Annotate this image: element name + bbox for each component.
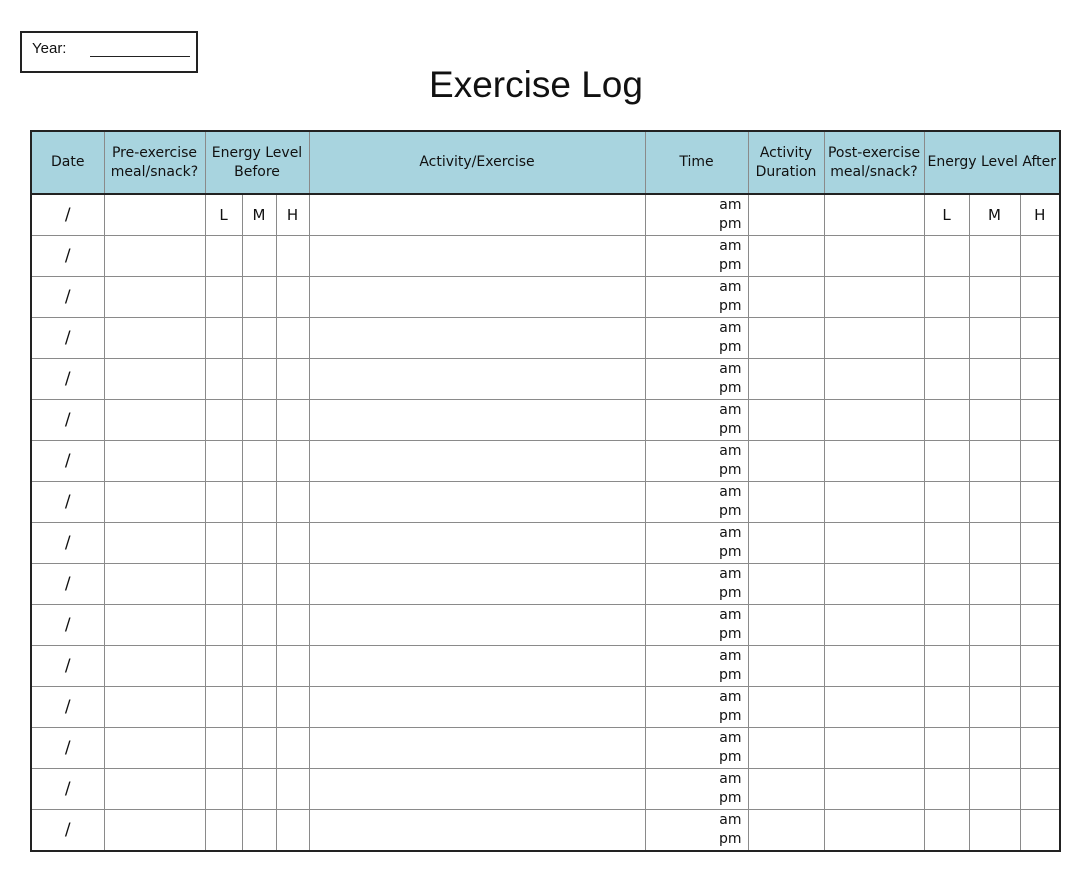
energy-before-m-cell[interactable] [242,728,276,769]
log-row [31,523,1060,564]
energy-before-l-cell[interactable] [205,646,242,687]
exercise-log-table [30,130,1061,852]
energy-before-m-cell[interactable] [242,810,276,852]
energy-before-h-cell[interactable] [276,564,309,605]
date-cell[interactable]: / [31,236,104,277]
post-meal-cell[interactable] [824,359,924,400]
energy-before-l-cell[interactable] [205,359,242,400]
energy-before-l-cell[interactable] [205,482,242,523]
post-meal-cell[interactable] [824,482,924,523]
activity-cell[interactable] [309,277,645,318]
energy-after-m-cell[interactable] [969,400,1020,441]
log-body [31,194,1060,851]
post-meal-cell[interactable] [824,728,924,769]
pre-meal-cell[interactable] [104,523,205,564]
duration-cell[interactable] [748,523,824,564]
post-meal-cell[interactable] [824,564,924,605]
time-pm-label: pm [718,462,742,478]
time-pm-label: pm [718,216,742,232]
time-cell[interactable] [645,728,748,769]
activity-cell[interactable] [309,400,645,441]
activity-cell[interactable] [309,318,645,359]
duration-cell[interactable] [748,564,824,605]
energy-after-l-cell[interactable] [924,769,969,810]
duration-cell[interactable] [748,400,824,441]
energy-before-l-cell[interactable] [205,605,242,646]
energy-after-h-cell[interactable] [1020,359,1060,400]
energy-before-m-cell[interactable] [242,605,276,646]
time-cell[interactable] [645,523,748,564]
time-pm-label: pm [718,380,742,396]
time-am-label: am [719,812,742,828]
energy-before-h-cell[interactable] [276,523,309,564]
time-pm-label: pm [718,708,742,724]
energy-after-h-cell[interactable] [1020,523,1060,564]
energy-before-m-cell[interactable] [242,482,276,523]
energy-before-h-cell[interactable] [276,482,309,523]
energy-before-l-cell[interactable]: L [205,194,242,236]
time-pm-label: pm [718,585,742,601]
energy-after-l-cell[interactable] [924,318,969,359]
energy-after-h-cell[interactable] [1020,564,1060,605]
energy-before-l-cell[interactable] [205,810,242,852]
activity-cell[interactable] [309,728,645,769]
energy-before-m-cell[interactable] [242,523,276,564]
duration-cell[interactable] [748,482,824,523]
post-meal-cell[interactable] [824,194,924,236]
energy-after-l-cell[interactable] [924,646,969,687]
time-am-label: am [719,771,742,787]
duration-cell[interactable] [748,236,824,277]
post-meal-cell[interactable] [824,605,924,646]
time-cell[interactable] [645,441,748,482]
energy-after-m-cell[interactable] [969,646,1020,687]
header-post-meal: Post-exercise meal/snack? [824,131,924,194]
duration-cell[interactable] [748,441,824,482]
date-cell[interactable]: / [31,728,104,769]
time-am-label: am [719,279,742,295]
pre-meal-cell[interactable] [104,400,205,441]
time-am-label: am [719,443,742,459]
energy-after-h-cell[interactable] [1020,400,1060,441]
energy-before-m-cell[interactable] [242,687,276,728]
energy-before-l-cell[interactable] [205,769,242,810]
energy-before-m-cell[interactable] [242,769,276,810]
energy-after-l-cell[interactable] [924,605,969,646]
date-cell[interactable]: / [31,769,104,810]
log-row [31,482,1060,523]
time-am-label: am [719,197,742,213]
duration-cell[interactable] [748,318,824,359]
energy-after-m-cell[interactable] [969,236,1020,277]
energy-before-l-cell[interactable] [205,400,242,441]
date-cell[interactable]: / [31,482,104,523]
date-cell[interactable]: / [31,564,104,605]
energy-before-h-cell[interactable] [276,359,309,400]
duration-cell[interactable] [748,728,824,769]
energy-after-m-cell[interactable] [969,810,1020,852]
energy-after-m-cell[interactable] [969,318,1020,359]
time-cell[interactable] [645,564,748,605]
time-pm-label: pm [718,421,742,437]
energy-after-l-cell[interactable] [924,277,969,318]
energy-after-h-cell[interactable] [1020,728,1060,769]
header-energy-after: Energy Level After [924,131,1060,194]
energy-before-h-cell[interactable] [276,277,309,318]
time-am-label: am [719,525,742,541]
duration-cell[interactable] [748,359,824,400]
energy-before-h-cell[interactable] [276,441,309,482]
time-cell[interactable] [645,236,748,277]
activity-cell[interactable] [309,769,645,810]
energy-before-m-cell[interactable] [242,318,276,359]
activity-cell[interactable] [309,523,645,564]
time-cell[interactable] [645,646,748,687]
time-am-label: am [719,689,742,705]
energy-before-l-cell[interactable] [205,523,242,564]
activity-cell[interactable] [309,810,645,852]
energy-before-m-cell[interactable] [242,441,276,482]
log-row [31,605,1060,646]
pre-meal-cell[interactable] [104,194,205,236]
duration-cell[interactable] [748,687,824,728]
date-cell[interactable]: / [31,441,104,482]
activity-cell[interactable] [309,482,645,523]
activity-cell[interactable] [309,564,645,605]
time-cell[interactable] [645,687,748,728]
pre-meal-cell[interactable] [104,277,205,318]
log-row [31,687,1060,728]
header-activity: Activity/Exercise [309,131,645,194]
time-am-label: am [719,484,742,500]
log-row [31,194,1060,236]
time-am-label: am [719,566,742,582]
duration-cell[interactable] [748,194,824,236]
duration-cell[interactable] [748,769,824,810]
header-row [31,131,1060,194]
energy-after-l-cell[interactable] [924,564,969,605]
energy-after-h-cell[interactable] [1020,318,1060,359]
post-meal-cell[interactable] [824,687,924,728]
energy-before-h-cell[interactable] [276,605,309,646]
date-cell[interactable]: / [31,605,104,646]
energy-after-l-cell[interactable]: L [924,194,969,236]
time-pm-label: pm [718,667,742,683]
duration-cell[interactable] [748,605,824,646]
energy-before-h-cell[interactable]: H [276,194,309,236]
energy-before-m-cell[interactable] [242,400,276,441]
date-cell[interactable]: / [31,646,104,687]
time-pm-label: pm [718,257,742,273]
post-meal-cell[interactable] [824,646,924,687]
activity-cell[interactable] [309,194,645,236]
header-time: Time [645,131,748,194]
energy-after-l-cell[interactable] [924,687,969,728]
post-meal-cell[interactable] [824,277,924,318]
log-row [31,728,1060,769]
energy-before-h-cell[interactable] [276,687,309,728]
post-meal-cell[interactable] [824,441,924,482]
energy-after-h-cell[interactable] [1020,482,1060,523]
energy-after-m-cell[interactable] [969,564,1020,605]
energy-before-m-cell[interactable] [242,359,276,400]
energy-after-h-cell[interactable]: H [1020,194,1060,236]
duration-cell[interactable] [748,277,824,318]
time-am-label: am [719,730,742,746]
pre-meal-cell[interactable] [104,359,205,400]
time-pm-label: pm [718,831,742,847]
log-row [31,400,1060,441]
time-am-label: am [719,320,742,336]
pre-meal-cell[interactable] [104,646,205,687]
time-cell[interactable] [645,359,748,400]
time-pm-label: pm [718,339,742,355]
time-cell[interactable] [645,810,748,852]
energy-before-h-cell[interactable] [276,728,309,769]
time-am-label: am [719,607,742,623]
pre-meal-cell[interactable] [104,441,205,482]
activity-cell[interactable] [309,359,645,400]
energy-after-l-cell[interactable] [924,441,969,482]
energy-before-h-cell[interactable] [276,400,309,441]
activity-cell[interactable] [309,646,645,687]
energy-after-h-cell[interactable] [1020,441,1060,482]
post-meal-cell[interactable] [824,236,924,277]
pre-meal-cell[interactable] [104,236,205,277]
energy-after-l-cell[interactable] [924,728,969,769]
energy-after-l-cell[interactable] [924,482,969,523]
header-pre-meal: Pre-exercise meal/snack? [104,131,205,194]
energy-after-h-cell[interactable] [1020,810,1060,852]
energy-before-m-cell[interactable] [242,277,276,318]
activity-cell[interactable] [309,236,645,277]
energy-after-h-cell[interactable] [1020,769,1060,810]
time-am-label: am [719,361,742,377]
time-cell[interactable] [645,605,748,646]
pre-meal-cell[interactable] [104,605,205,646]
pre-meal-cell[interactable] [104,769,205,810]
post-meal-cell[interactable] [824,400,924,441]
post-meal-cell[interactable] [824,810,924,852]
date-cell[interactable]: / [31,687,104,728]
energy-after-h-cell[interactable] [1020,687,1060,728]
energy-after-l-cell[interactable] [924,236,969,277]
date-cell[interactable]: / [31,810,104,852]
energy-before-l-cell[interactable] [205,441,242,482]
energy-before-m-cell[interactable]: M [242,194,276,236]
energy-before-l-cell[interactable] [205,564,242,605]
time-cell[interactable] [645,400,748,441]
activity-cell[interactable] [309,687,645,728]
energy-after-h-cell[interactable] [1020,646,1060,687]
pre-meal-cell[interactable] [104,564,205,605]
energy-after-m-cell[interactable]: M [969,194,1020,236]
energy-after-l-cell[interactable] [924,400,969,441]
log-row [31,441,1060,482]
date-cell[interactable]: / [31,400,104,441]
log-row [31,564,1060,605]
energy-after-l-cell[interactable] [924,359,969,400]
duration-cell[interactable] [748,810,824,852]
energy-after-m-cell[interactable] [969,687,1020,728]
time-pm-label: pm [718,749,742,765]
energy-after-h-cell[interactable] [1020,236,1060,277]
energy-before-h-cell[interactable] [276,769,309,810]
energy-before-l-cell[interactable] [205,277,242,318]
time-cell[interactable] [645,482,748,523]
time-cell[interactable] [645,318,748,359]
time-pm-label: pm [718,790,742,806]
post-meal-cell[interactable] [824,523,924,564]
header-energy-before: Energy Level Before [205,131,309,194]
date-cell[interactable]: / [31,523,104,564]
duration-cell[interactable] [748,646,824,687]
log-row [31,318,1060,359]
date-cell[interactable]: / [31,318,104,359]
log-row [31,277,1060,318]
energy-before-m-cell[interactable] [242,646,276,687]
energy-after-l-cell[interactable] [924,523,969,564]
pre-meal-cell[interactable] [104,728,205,769]
energy-after-m-cell[interactable] [969,277,1020,318]
energy-after-m-cell[interactable] [969,441,1020,482]
pre-meal-cell[interactable] [104,482,205,523]
post-meal-cell[interactable] [824,769,924,810]
time-am-label: am [719,648,742,664]
post-meal-cell[interactable] [824,318,924,359]
page-title: Exercise Log [429,64,643,105]
energy-after-h-cell[interactable] [1020,605,1060,646]
log-row [31,769,1060,810]
energy-after-m-cell[interactable] [969,523,1020,564]
energy-before-l-cell[interactable] [205,236,242,277]
year-label: Year: [32,40,67,57]
log-row [31,646,1060,687]
time-pm-label: pm [718,544,742,560]
energy-before-h-cell[interactable] [276,236,309,277]
energy-before-l-cell[interactable] [205,318,242,359]
energy-after-h-cell[interactable] [1020,277,1060,318]
energy-before-h-cell[interactable] [276,646,309,687]
time-pm-label: pm [718,298,742,314]
energy-after-m-cell[interactable] [969,605,1020,646]
time-cell[interactable] [645,194,748,236]
activity-cell[interactable] [309,605,645,646]
time-cell[interactable] [645,769,748,810]
energy-before-l-cell[interactable] [205,728,242,769]
time-am-label: am [719,238,742,254]
energy-after-m-cell[interactable] [969,728,1020,769]
energy-after-m-cell[interactable] [969,769,1020,810]
log-row [31,810,1060,852]
energy-before-h-cell[interactable] [276,318,309,359]
header-duration: Activity Duration [748,131,824,194]
header-date: Date [31,131,104,194]
energy-before-m-cell[interactable] [242,564,276,605]
time-cell[interactable] [645,277,748,318]
date-cell[interactable]: / [31,194,104,236]
pre-meal-cell[interactable] [104,318,205,359]
time-pm-label: pm [718,503,742,519]
date-cell[interactable]: / [31,277,104,318]
energy-after-l-cell[interactable] [924,810,969,852]
pre-meal-cell[interactable] [104,687,205,728]
time-am-label: am [719,402,742,418]
energy-before-h-cell[interactable] [276,810,309,852]
log-row [31,236,1060,277]
log-row [31,359,1060,400]
energy-before-l-cell[interactable] [205,687,242,728]
date-cell[interactable]: / [31,359,104,400]
activity-cell[interactable] [309,441,645,482]
energy-before-m-cell[interactable] [242,236,276,277]
year-field[interactable] [90,56,190,57]
energy-after-m-cell[interactable] [969,359,1020,400]
time-pm-label: pm [718,626,742,642]
pre-meal-cell[interactable] [104,810,205,852]
energy-after-m-cell[interactable] [969,482,1020,523]
